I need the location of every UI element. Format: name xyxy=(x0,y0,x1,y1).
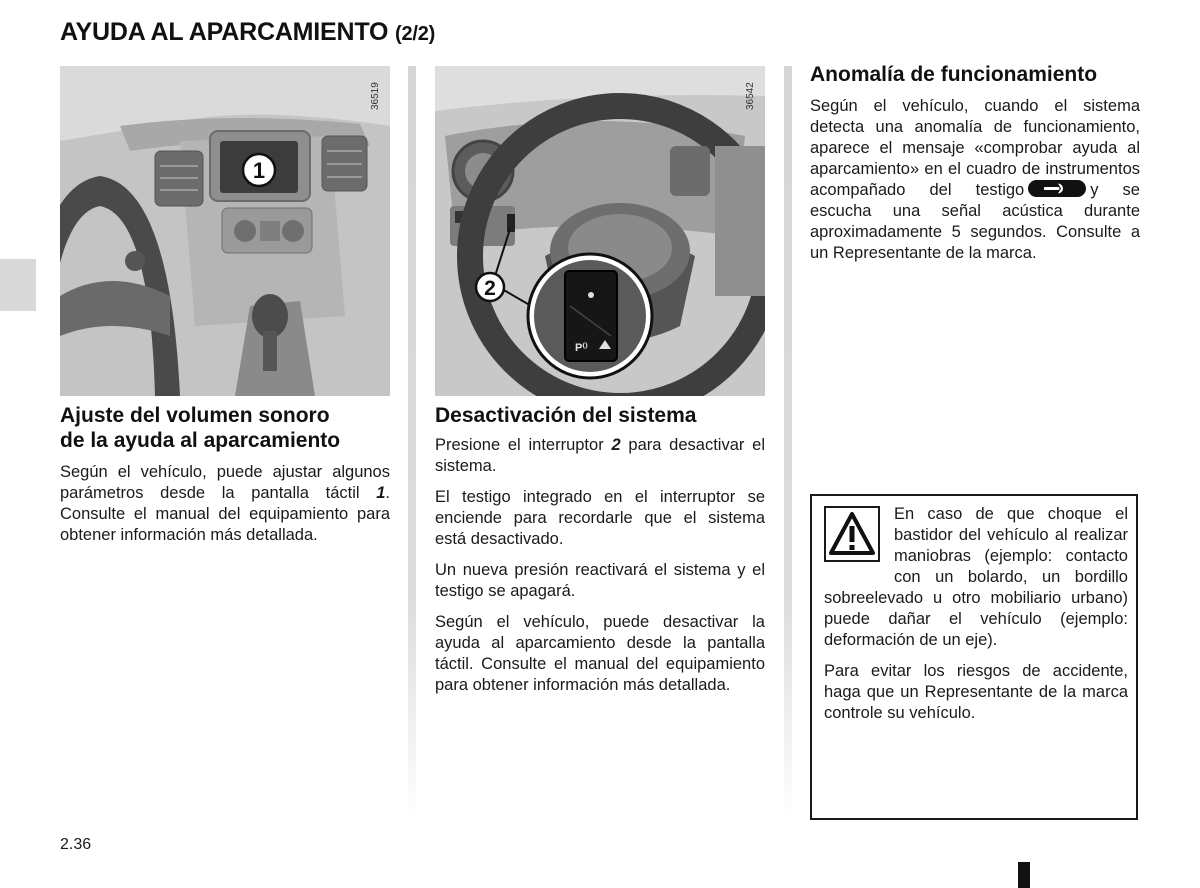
page-number: 2.36 xyxy=(60,836,92,853)
wrench-warning-icon xyxy=(1028,180,1086,197)
figure-code: 36519 xyxy=(370,82,381,110)
column-divider xyxy=(408,66,416,821)
section-body xyxy=(810,96,1140,274)
svg-text:P⁽⁾: P⁽⁾ xyxy=(575,342,588,354)
paragraph xyxy=(435,435,765,477)
dashboard-illustration xyxy=(60,66,390,396)
steering-switch-illustration xyxy=(435,66,765,396)
paragraph xyxy=(60,462,390,546)
paragraph xyxy=(810,96,1140,264)
reference-number: 1 xyxy=(376,484,386,502)
page-title-text: AYUDA AL APARCAMIENTO xyxy=(60,18,389,46)
warning-triangle-icon xyxy=(824,506,880,562)
section-body xyxy=(60,462,390,556)
reference-number: 2 xyxy=(611,436,621,454)
paragraph: El testigo integrado en el interruptor se enciende para recordarle que el sistema está desactivado. xyxy=(435,488,765,548)
page-edge-marker xyxy=(1018,862,1030,888)
paragraph: En caso de que choque el bastidor del vehículo al realizar maniobras (ejemplo: contacto con un bolardo, un bordillo sobreelevado u otro mobiliario urbano) puede dañar el vehículo (ejemplo: deformación de un eje). xyxy=(824,505,1128,649)
section-tab xyxy=(0,259,36,311)
paragraph: Según el vehículo, puede desactivar la ayuda al aparcamiento desde la pantalla táctil. Consulte el manual del equipamiento para obtener información más detallada. xyxy=(435,613,765,694)
heading-line: de la ayuda al aparcamiento xyxy=(60,429,341,452)
page-title-part: (2/2) xyxy=(394,23,436,45)
heading-line: Ajuste del volumen sonoro xyxy=(60,404,330,427)
text: Según el vehículo, cuando el sistema detecta una anomalía de funcionamiento, aparece el mensaje «comprobar ayuda al aparcamiento» en el cuadro de instrumentos acompañado del testigo xyxy=(810,97,1140,199)
section-heading: Desactivación del sistema xyxy=(435,404,697,427)
text: para desactivar el sistema. xyxy=(435,436,765,475)
paragraph: Un nueva presión reactivará el sistema y el testigo se apagará. xyxy=(435,561,765,600)
callout-2: 2 xyxy=(484,277,496,300)
section-heading xyxy=(60,403,400,453)
column-divider xyxy=(784,66,792,821)
paragraph: Para evitar los riesgos de accidente, haga que un Representante de la marca controle su vehículo. xyxy=(824,662,1128,722)
section-body xyxy=(435,435,765,706)
figure-code: 36542 xyxy=(745,82,756,110)
text: y se escucha una señal acústica durante aproximadamente 5 segundos. Consulte a un Representante de la marca. xyxy=(810,181,1140,262)
text: Presione el interruptor xyxy=(435,436,612,454)
callout-1: 1 xyxy=(252,158,266,183)
warning-box xyxy=(810,494,1138,820)
page-title xyxy=(60,18,435,47)
text: . Consulte el manual del equipamiento para obtener información más detallada. xyxy=(60,484,390,544)
section-heading: Anomalía de funcionamiento xyxy=(810,63,1098,86)
text: Según el vehículo, puede ajustar algunos parámetros desde la pantalla táctil xyxy=(60,463,390,502)
